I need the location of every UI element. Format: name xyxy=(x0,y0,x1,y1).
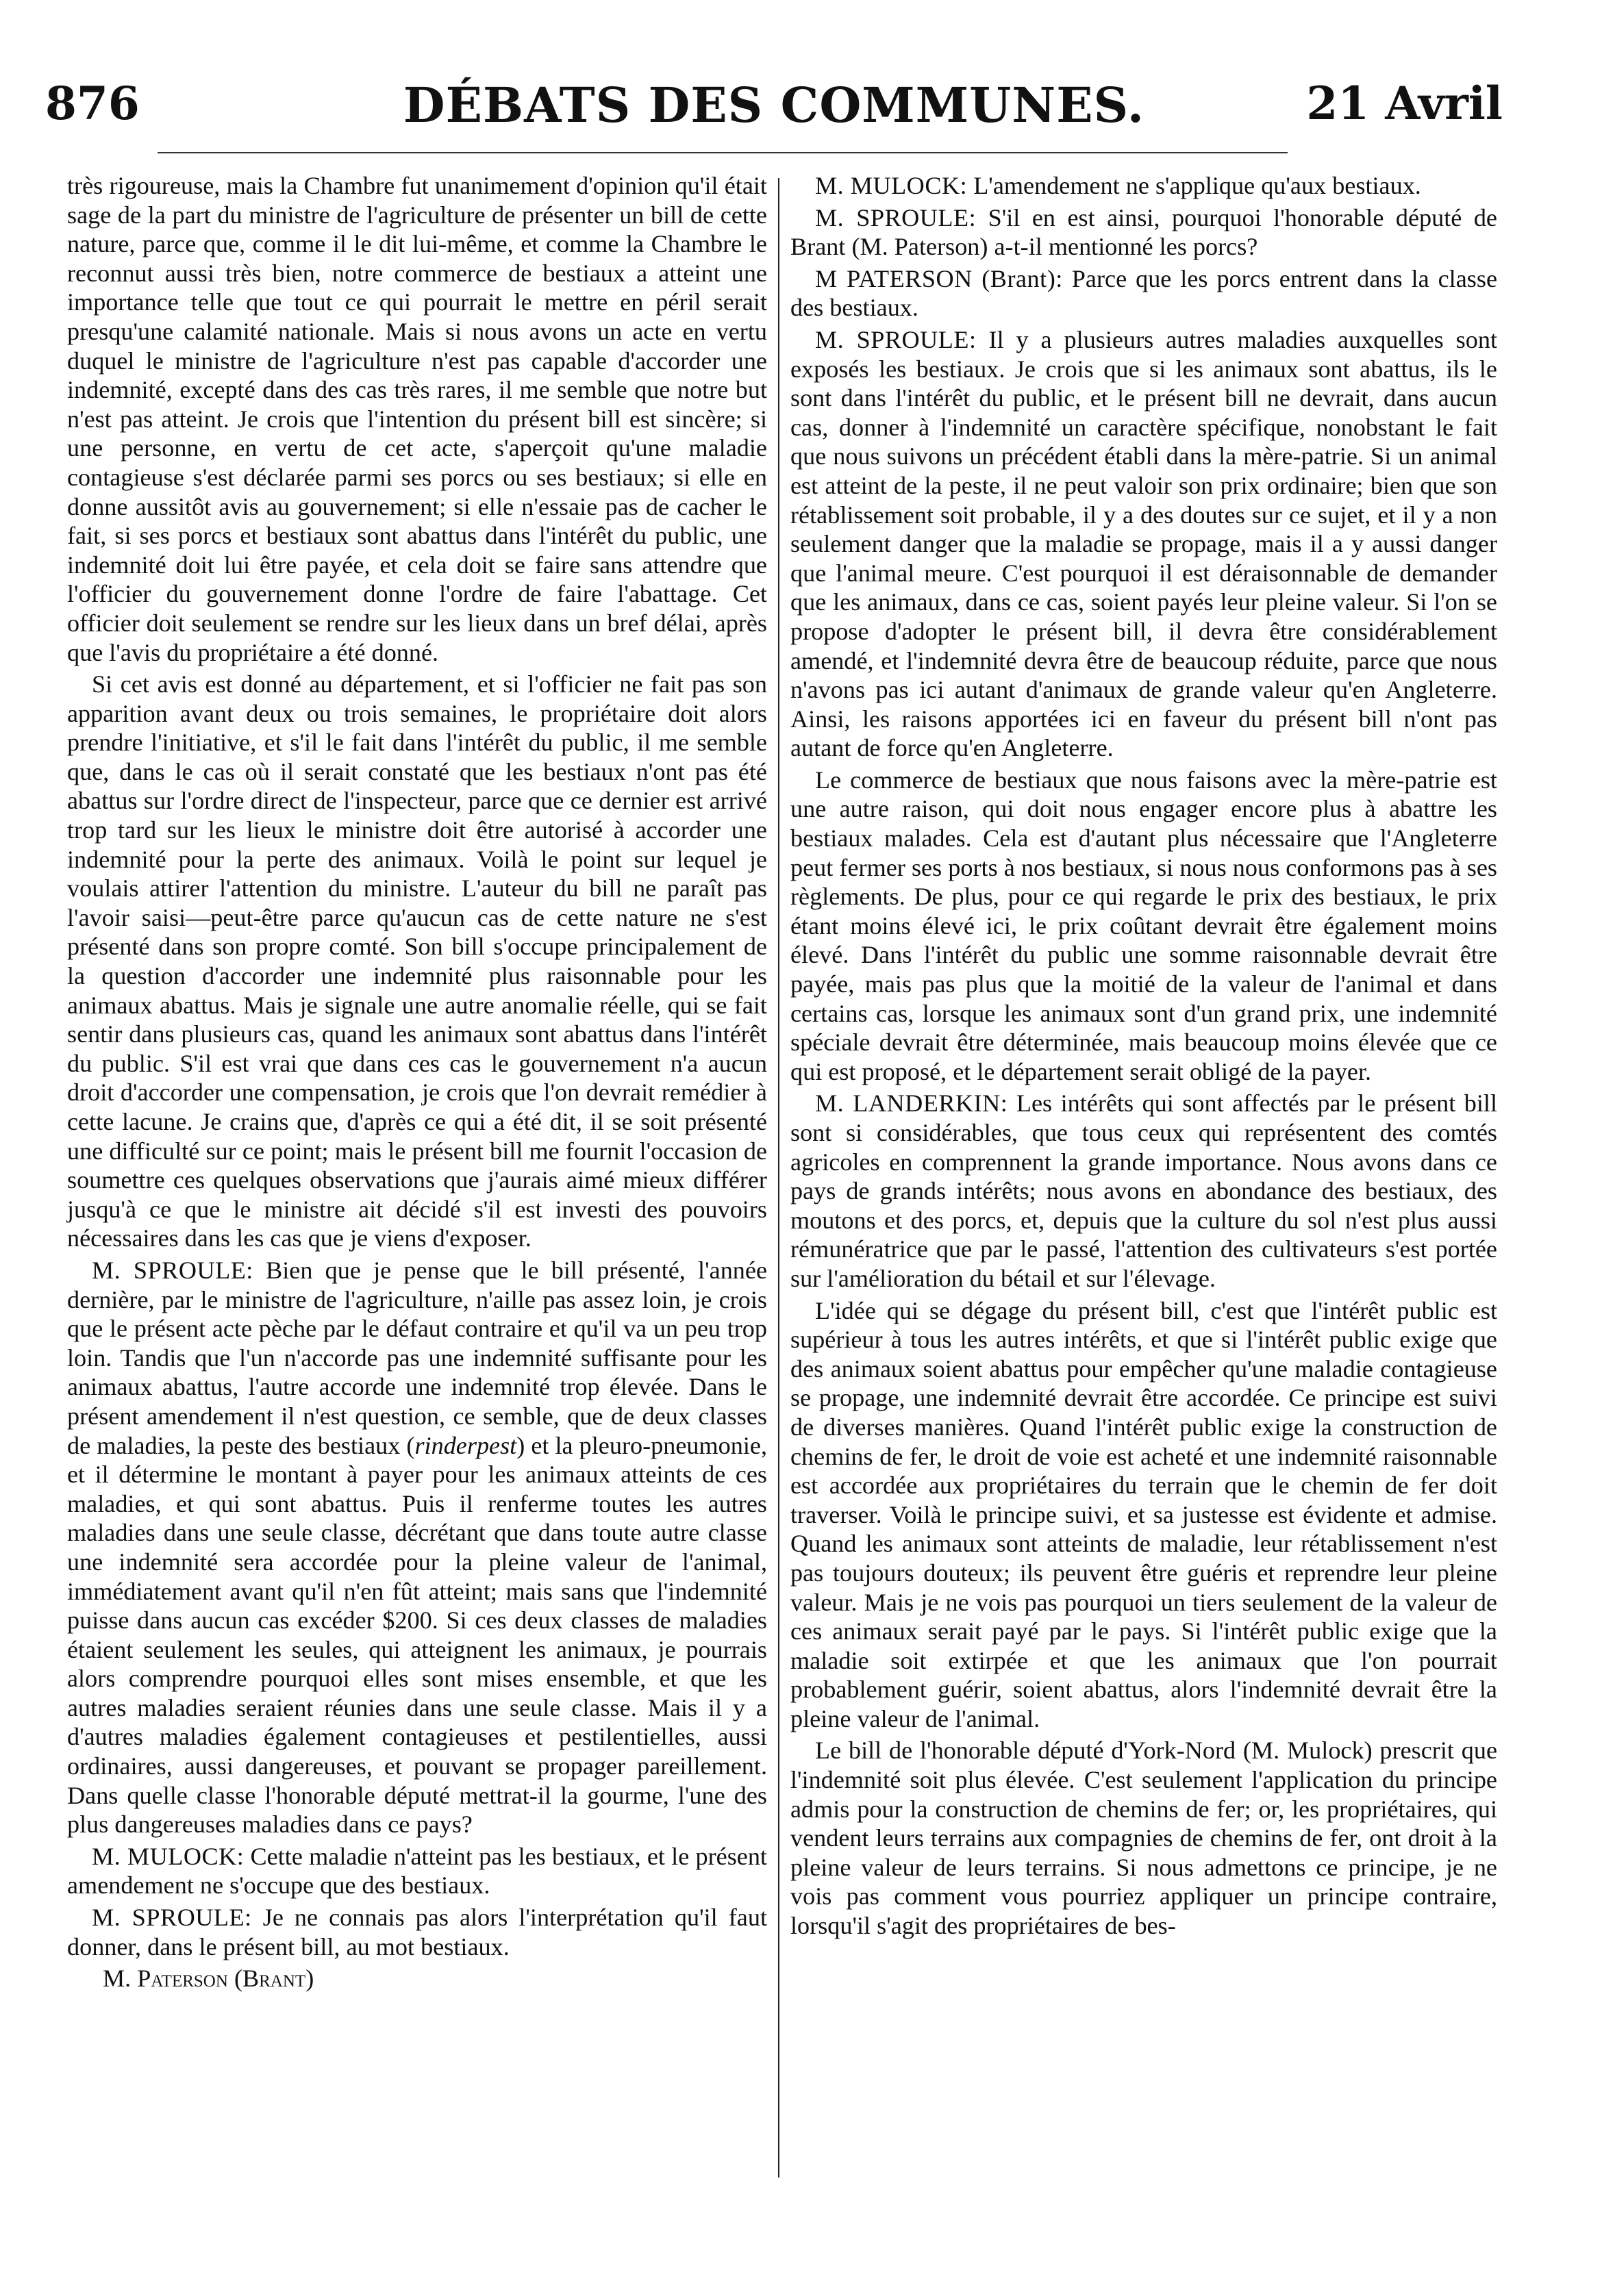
speaker-name: M. LANDERKIN: xyxy=(815,1089,1008,1118)
page-date: 21 Avril xyxy=(1306,77,1503,130)
speech-sproule xyxy=(790,325,1497,763)
speech-mulock xyxy=(790,171,1497,201)
speaker-name: M PATERSON (Brant): xyxy=(815,264,1063,292)
speech-text: Les intérêts qui sont affectés par le présent bill sont si considérables, que tous ceux qui représentent des comtés agricoles en comprennent la grande importance. Nous avons dans ce pays de grands intérêts; nous avons en abondance des bestiaux, des moutons et des porcs, et, depuis que la culture du sol n'est plus aussi rémunératrice que par le passé, l'attention des cultivateurs s'est portée sur l'amélioration du bétail et sur l'élevage. xyxy=(790,1089,1498,1292)
speech-paterson xyxy=(790,264,1497,323)
right-column xyxy=(790,171,1497,1943)
speaker-heading-paterson: M. Paterson (Brant) xyxy=(103,1965,314,1993)
paragraph: L'idée qui se dégage du présent bill, c'est que l'intérêt public est supérieur à tous les autres intérêts, et que si l'intérêt public exige que des animaux soient abattus pour empêcher qu'une maladie contagieuse se propage, une indemnité devrait être accordée. Ce principe est suivi de diverses manières. Quand l'intérêt public exige la construction de chemins de fer, le droit de voie est acheté et une indemnité raisonnable est accordée aux propriétaires du terrain que le chemin de fer doit traverser. Voilà le principe suivi, et sa justesse est évidente et admise. Quand les animaux sont atteints de maladie, leur rétablissement n'est pas toujours douteux; ils peuvent être guéris et reprendre leur pleine valeur. Mais je ne vois pas pourquoi un tiers seulement de la valeur de ces animaux serait payé par le pays. Si l'intérêt public exige que la maladie soit extirpée et que les animaux que l'on pourrait probablement guérir, soient abattus, alors l'indemnité devrait être la pleine valeur de l'animal. xyxy=(790,1296,1497,1732)
speaker-name: M. MULOCK: xyxy=(92,1842,245,1870)
speech-text: S'il en est ainsi, pourquoi l'honorable député de Brant (M. Paterson) a-t-il mentionné les porcs? xyxy=(790,203,1497,261)
page-title: DÉBATS DES COMMUNES. xyxy=(403,77,1145,134)
left-column xyxy=(67,171,767,1996)
speech-text: Cette maladie n'atteint pas les bestiaux, et le présent amendement ne s'occupe que des bestiaux. xyxy=(67,1842,767,1900)
speech-text: Bien que je pense que le bill présenté, l'année dernière, par le ministre de l'agriculture, n'aille pas assez loin, je crois que le présent acte pèche par le défaut contraire et qu'il va un peu trop loin. Tandis que l'un n'accorde pas une indemnité suffisante pour les animaux abattus, l'autre accorde une indemnité trop élevée. Dans le présent amendement il n'est question, ce semble, que de deux classes de maladies, la peste des bestiaux ( xyxy=(67,1256,768,1459)
paragraph: très rigoureuse, mais la Chambre fut unanimement d'opinion qu'il était sage de la part du ministre de l'agriculture de présenter un bill de cette nature, parce que, comme il le dit lui-même, et comme la Chambre le reconnut aussi très bien, notre commerce de bestiaux a atteint une importance telle que tout ce qui pourrait le mettre en péril serait presqu'une calamité nationale. Mais si nous avons un acte en vertu duquel le ministre de l'agriculture n'est pas capable d'accorder une indemnité, excepté dans des cas très rares, il me semble que notre but n'est pas atteint. Je crois que l'intention du présent bill est sincère; si une personne, en vertu de cet acte, s'aperçoit qu'une maladie contagieuse s'est déclarée parmi ses porcs ou ses bestiaux; si elle en donne aussitôt avis au gouvernement; si elle n'essaie pas de cacher le fait, si ses porcs et bestiaux sont abattus dans l'intérêt du public, une indemnité doit lui être payée, et cela doit se faire sans attendre que l'officier du gouvernement donne l'ordre de faire l'abattage. Cet officier doit seulement se rendre sur les lieux dans un bref délai, après que l'avis du propriétaire a été donné. xyxy=(67,172,767,666)
speech-mulock xyxy=(67,1842,767,1900)
speech-text: L'amendement ne s'applique qu'aux bestiaux. xyxy=(973,172,1421,199)
column-divider xyxy=(778,178,779,2178)
paragraph: Le commerce de bestiaux que nous faisons avec la mère-patrie est une autre raison, qui doit nous engager encore plus à abattre les bestiaux malades. Cela est d'autant plus nécessaire que l'Angleterre peut fermer ses ports à nos bestiaux, si nous nous conformons pas à ses règlements. De plus, pour ce qui regarde le prix des bestiaux, le prix étant moins élevé ici, le prix coûtant devrait être également moins élevé. Dans l'intérêt du public une somme raisonnable devrait être payée, mais pas plus que la moitié de la valeur de l'animal et dans certains cas, lorsque les animaux sont d'un grand prix, une indemnité spéciale devrait être déterminée, mais beaucoup moins élevée que ce qui est proposé, et le département serait obligé de la payer. xyxy=(790,766,1497,1085)
speech-text: ) et la pleuro-pneumonie, et il détermine le montant à payer pour les animaux atteints de ces maladies, et qui sont abattus. Puis il renferme toutes les autres maladies dans une seule classe, décrétant que dans toute autre classe une indemnité sera accordée pour la pleine valeur de l'animal, immédiatement avant qu'il n'en fût atteint; mais sans que l'indemnité puisse dans aucun cas excéder $200. Si ces deux classes de maladies étaient seulement les seules, qui atteignent les animaux, je pourrais alors comprendre pourquoi elles sont mises ensemble, et que les autres maladies seraient réunies dans une seule classe. Mais il y a d'autres maladies également contagieuses et pestilentielles, aussi ordinaires, aussi dangereuses, et pouvant se propager pareillement. Dans quelle classe l'honorable député mettrat-il la gourme, l'une des plus dangereuses maladies dans ce pays? xyxy=(67,1431,767,1839)
speaker-name: M. MULOCK: xyxy=(815,172,968,199)
header-rule xyxy=(158,152,1288,153)
speaker-name: M. SPROULE: xyxy=(815,325,977,353)
italic-term: rinderpest xyxy=(414,1431,517,1459)
speech-text: Parce que les porcs entrent dans la classe des bestiaux. xyxy=(790,264,1498,322)
paragraph: Si cet avis est donné au département, et si l'officier ne fait pas son apparition avant deux ou trois semaines, le propriétaire doit alors prendre l'initiative, et s'il le fait dans l'intérêt du public, il me semble que, dans le cas où il serait constaté que les bestiaux n'ont pas été abattus sur l'ordre direct de l'inspecteur, parce que ce dernier est arrivé trop tard sur les lieux le ministre doit être autorisé à accorder une indemnité pour la perte des animaux. Voilà le point sur lequel je voulais attirer l'attention du ministre. L'auteur du bill ne paraît pas l'avoir saisi—peut-être parce qu'aucun cas de cette nature ne s'est présenté dans son propre comté. Son bill s'occupe principalement de la question d'accorder une indemnité plus raisonnable pour les animaux abattus. Mais je signale une autre anomalie réelle, qui se fait sentir dans plusieurs cas, quand les animaux sont abattus dans l'intérêt du public. S'il est vrai que dans ces cas le gouvernement n'a aucun droit d'accorder une compensation, je crois que l'on devrait remédier à cette lacune. Je crains que, d'après ce qui a été dit, il se soit présenté une difficulté sur ce point; mais le présent bill me fournit l'occasion de soumettre ces quelques observations que j'aurais aimé mieux différer jusqu'à ce que le ministre ait décidé s'il est investi des pouvoirs nécessaires dans les cas que je viens d'exposer. xyxy=(67,670,767,1252)
speaker-name: M. SPROULE: xyxy=(815,203,977,231)
speech-text: Il y a plusieurs autres maladies auxquelles sont exposés les bestiaux. Je crois que si les animaux sont abattus, ils le sont dans l'intérêt du public, et le présent bill ne devrait, dans aucun cas, donner à l'indemnité un caractère spécifique, nonobstant le fait que nous suivons un précédent établi dans la mère-patrie. Si un animal est atteint de la peste, il ne peut valoir son prix ordinaire; bien que son rétablissement soit probable, il y a des doutes sur ce sujet, et il y a non seulement danger que la maladie se propage, mais il a y aussi danger que l'animal meure. C'est pourquoi il est déraisonnable de demander que les animaux, dans ce cas, soient payés leur pleine valeur. Si l'on se propose d'adopter le présent bill, il devra être considérablement amendé, et l'indemnité devra être de beaucoup réduite, parce que nous n'avons pas ici autant d'animaux de grande valeur qu'en Angleterre. Ainsi, les raisons apportées ici en faveur du présent bill n'ont pas autant de force qu'en Angleterre. xyxy=(790,325,1498,762)
speech-sproule xyxy=(67,1903,767,1961)
paragraph: Le bill de l'honorable député d'York-Nord (M. Mulock) prescrit que l'indemnité soit plus élevée. C'est seulement l'application du principe admis pour la construction de chemins de fer; or, les propriétaires, qui vendent leurs terrains aux compagnies de chemins de fer, ont droit à la pleine valeur de leurs terrains. Si nous admettons ce principe, je ne vois pas comment vous pourriez appliquer un principe contraire, lorsqu'il s'agit des propriétaires de bes- xyxy=(790,1737,1497,1940)
speech-landerkin xyxy=(790,1089,1497,1293)
page-number: 876 xyxy=(45,77,140,130)
speech-sproule xyxy=(67,1256,767,1839)
speaker-name: M. SPROULE: xyxy=(92,1256,253,1284)
page-header xyxy=(45,77,1503,145)
speech-text: Je ne connais pas alors l'interprétation qu'il faut donner, dans le présent bill, au mot bestiaux. xyxy=(67,1904,767,1960)
speech-sproule xyxy=(790,203,1497,262)
speaker-name: M. SPROULE: xyxy=(92,1904,252,1932)
